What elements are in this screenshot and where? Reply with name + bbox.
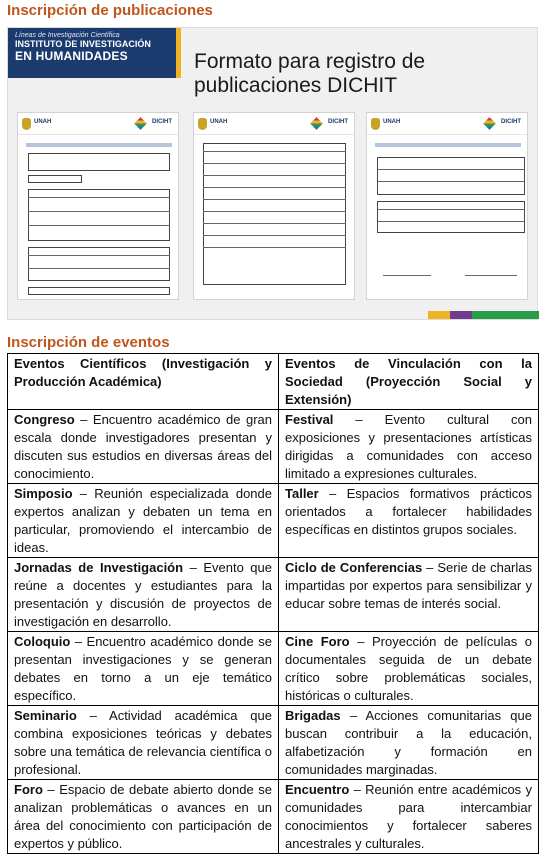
form-header <box>18 113 178 135</box>
banner-headline-line-2: publicaciones DICHIT <box>194 74 398 97</box>
form-line <box>377 181 525 182</box>
form-line <box>203 175 346 176</box>
event-description: – Reunión especializada donde expertos analizan y debaten un tema en particular, promoviendo el intercambio de ideas. <box>14 486 272 555</box>
event-term: Jornadas de Investigación <box>14 560 184 575</box>
event-term: Encuentro <box>285 782 350 797</box>
publications-banner-image <box>7 27 538 320</box>
event-description: – Evento que reúne a docentes y estudiantes para la presentación y discusión de proyectos de investigación en desarrollo. <box>14 560 272 629</box>
table-cell <box>279 558 539 632</box>
form-line <box>377 169 525 170</box>
signature-line <box>383 275 431 276</box>
diciht-logo-icon <box>310 117 323 130</box>
form-line <box>28 268 170 269</box>
form-line <box>203 199 346 200</box>
event-description: – Serie de charlas impartidas por expertos para sensibilizar y educar sobre temas de interés social. <box>285 560 532 611</box>
form-line <box>203 163 346 164</box>
form-field-box <box>377 201 525 233</box>
events-table <box>7 353 539 854</box>
table-cell <box>279 632 539 706</box>
brand-accent-stripe <box>176 28 181 78</box>
diciht-logo-icon <box>483 117 496 130</box>
form-line <box>203 211 346 212</box>
table-header-row <box>8 354 539 410</box>
color-strip-green <box>472 311 539 319</box>
header-society-events: Eventos de Vinculación con la Sociedad (Proyección Social y Extensión) <box>279 354 539 410</box>
form-field-box <box>28 247 170 281</box>
diciht-logo: DICIHT <box>501 119 521 125</box>
brand-line-2: INSTITUTO DE INVESTIGACIÓN <box>15 39 151 49</box>
brand-line-1: Líneas de Investigación Científica <box>15 32 120 39</box>
signature-line <box>465 275 517 276</box>
unah-logo: UNAH <box>210 119 228 125</box>
form-line <box>203 187 346 188</box>
form-header <box>367 113 527 135</box>
banner-headline <box>194 50 425 98</box>
form-field-box <box>28 175 82 183</box>
unah-seal-icon <box>22 118 31 130</box>
event-description: – Reunión entre académicos y comunidades para intercambiar conocimientos y fortalecer saberes ancestrales y culturales. <box>285 782 532 851</box>
event-term: Taller <box>285 486 319 501</box>
table-row <box>8 780 539 854</box>
table-cell <box>8 484 279 558</box>
event-description: – Actividad académica que combina exposiciones teóricas y debates sobre una temática de relevancia científica o profesional. <box>14 708 272 777</box>
table-row <box>8 632 539 706</box>
table-cell <box>8 632 279 706</box>
table-cell <box>279 706 539 780</box>
table-cell <box>279 484 539 558</box>
form-field-box <box>28 287 170 295</box>
event-description: – Espacios formativos prácticos orientados a fortalecer habilidades específicas en distintos grupos sociales. <box>285 486 532 537</box>
event-description: – Evento cultural con exposiciones y presentaciones artísticas dirigidas a comunidades con acceso limitado a expresiones culturales. <box>285 412 532 481</box>
event-description: – Encuentro académico donde se presentan investigaciones y se generan debates en torno a un eje temático específico. <box>14 634 272 703</box>
event-description: – Encuentro académico de gran escala donde investigadores presentan y discuten sus estudios en diversas áreas del conocimiento. <box>14 412 272 481</box>
event-term: Simposio <box>14 486 73 501</box>
form-line <box>377 221 525 222</box>
event-description: – Acciones comunitarias que buscan contribuir a la educación, alfabetización y formación en comunidades marginadas. <box>285 708 532 777</box>
table-row <box>8 706 539 780</box>
form-field-box <box>377 157 525 195</box>
form-header <box>194 113 354 135</box>
unah-seal-icon <box>371 118 380 130</box>
table-cell <box>8 410 279 484</box>
table-row <box>8 484 539 558</box>
event-term: Cine Foro <box>285 634 350 649</box>
form-line <box>28 225 170 226</box>
form-line <box>203 247 346 248</box>
table-row <box>8 558 539 632</box>
event-term: Congreso <box>14 412 75 427</box>
banner-headline-line-1: Formato para registro de <box>194 50 426 73</box>
event-term: Seminario <box>14 708 77 723</box>
event-term: Festival <box>285 412 334 427</box>
diciht-logo: DICIHT <box>328 119 348 125</box>
unah-seal-icon <box>198 118 207 130</box>
event-description: – Espacio de debate abierto donde se analizan problemáticas o avances en un área del conocimiento con participación de expertos y público. <box>14 782 272 851</box>
form-preview-page-1 <box>17 112 179 300</box>
event-term: Ciclo de Conferencias <box>285 560 423 575</box>
table-cell <box>279 410 539 484</box>
form-line <box>28 211 170 212</box>
unah-logo: UNAH <box>383 119 401 125</box>
diciht-logo: DICIHT <box>152 119 172 125</box>
event-term: Foro <box>14 782 43 797</box>
table-cell <box>8 706 279 780</box>
form-title-bar <box>26 143 172 147</box>
table-cell <box>8 780 279 854</box>
event-term: Brigadas <box>285 708 341 723</box>
form-line <box>377 209 525 210</box>
diciht-logo-icon <box>134 117 147 130</box>
form-preview-page-3 <box>366 112 528 300</box>
form-line <box>203 235 346 236</box>
color-strip-gold <box>428 311 450 319</box>
table-row <box>8 410 539 484</box>
form-line <box>203 151 346 152</box>
institute-brand-box <box>8 28 181 78</box>
brand-line-3: EN HUMANIDADES <box>15 49 128 63</box>
table-cell <box>279 780 539 854</box>
color-strip-purple <box>450 311 472 319</box>
publications-section-title: Inscripción de publicaciones <box>7 2 213 19</box>
unah-logo: UNAH <box>34 119 52 125</box>
form-title-bar <box>375 143 521 147</box>
table-cell <box>8 558 279 632</box>
form-line <box>28 197 170 198</box>
events-section-title: Inscripción de eventos <box>7 334 170 351</box>
header-scientific-events: Eventos Científicos (Investigación y Producción Académica) <box>8 354 279 410</box>
form-preview-page-2 <box>193 112 355 300</box>
form-field-box <box>203 143 346 285</box>
form-line <box>28 255 170 256</box>
form-field-box <box>28 153 170 171</box>
form-line <box>203 223 346 224</box>
event-description: – Proyección de películas o documentales seguida de un debate crítico sobre problemáticas sociales, históricas o culturales. <box>285 634 532 703</box>
event-term: Coloquio <box>14 634 71 649</box>
